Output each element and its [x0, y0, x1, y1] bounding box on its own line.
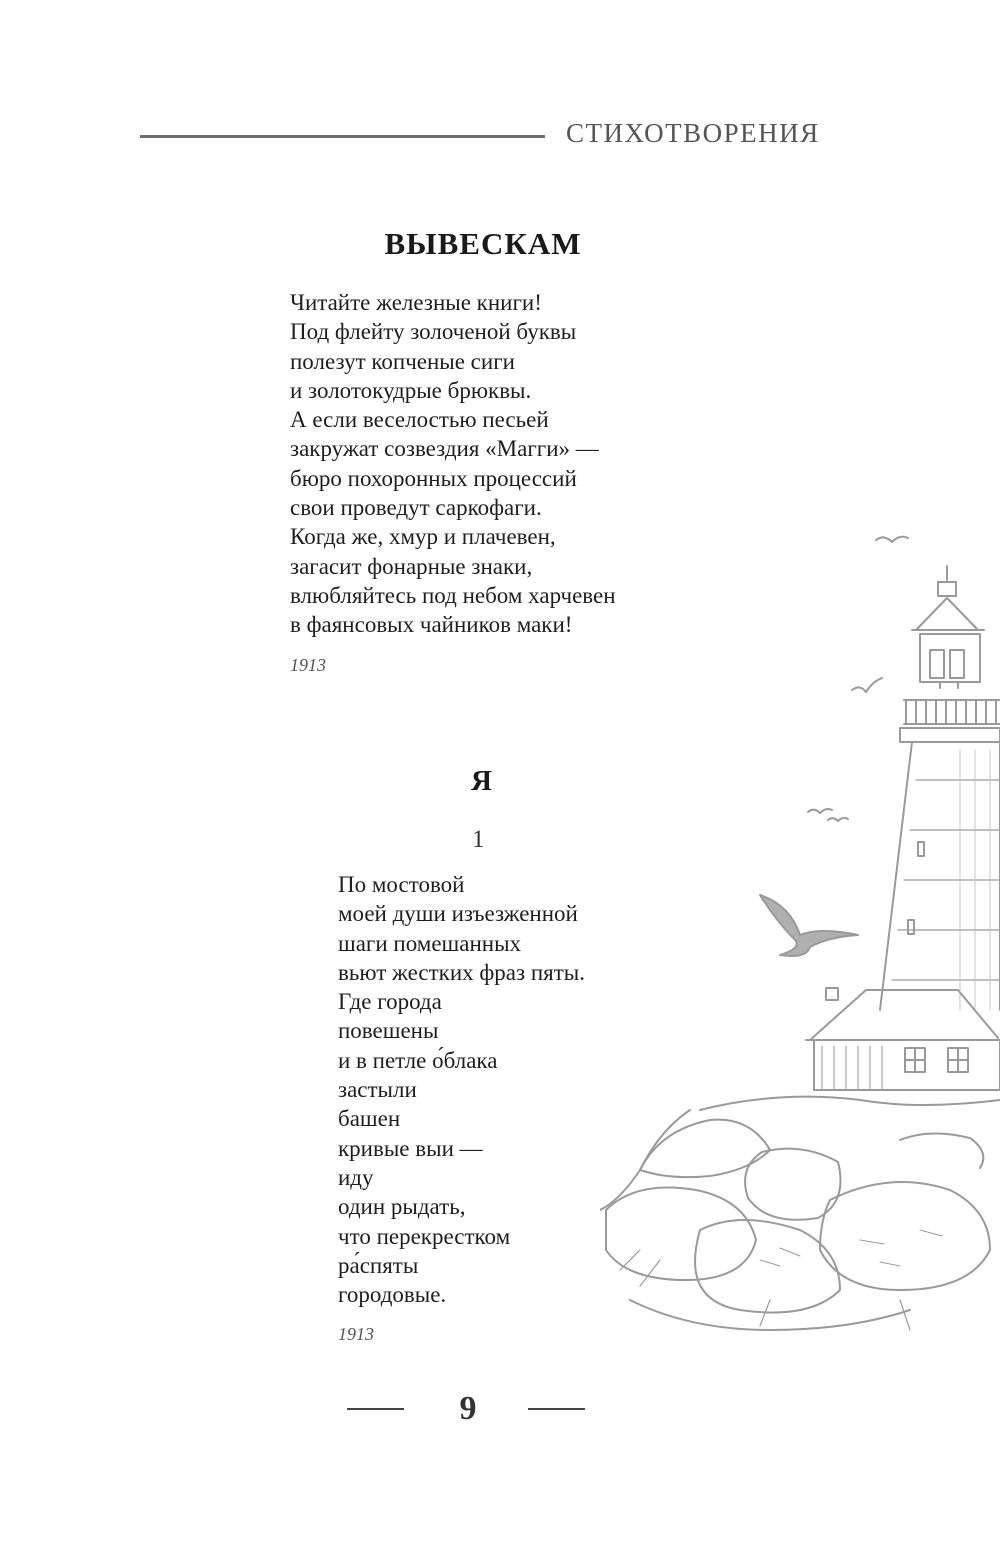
poem-line: Читайте железные книги!	[290, 290, 542, 315]
lighthouse-illustration	[600, 520, 1000, 1350]
poem-line: в фаянсовых чайников маки!	[290, 612, 573, 638]
poem-line: полезут копченые сиги	[290, 348, 515, 374]
poem-line: закружат созвездия «Магги» —	[290, 436, 599, 462]
poem-line: Под флейту золоченой буквы	[290, 319, 577, 345]
poem-line: Когда же, хмур и плачевен,	[290, 524, 556, 550]
poem-line: кривые выи —	[338, 1135, 483, 1161]
poem-date: 1913	[338, 1324, 374, 1344]
poem-line: влюбляйтесь под небом харчевен	[290, 582, 616, 608]
poem-line: один рыдать,	[338, 1194, 466, 1220]
bird-icon	[808, 809, 832, 813]
folio-rule-left	[347, 1408, 404, 1410]
poem-line: моей души изъезженной	[338, 901, 578, 927]
poem-line: бюро похоронных процессий	[290, 465, 577, 491]
poem-body	[290, 288, 616, 640]
bird-icon	[760, 895, 858, 956]
poem-line: башен	[338, 1106, 401, 1132]
poem-line: и в петле о́блака	[338, 1047, 498, 1073]
poem-line: повешены	[338, 1018, 439, 1044]
poem-line: что перекрестком	[338, 1223, 511, 1249]
poem-line: Где города	[338, 989, 442, 1015]
poem-body	[338, 870, 585, 1309]
bird-icon	[876, 537, 908, 542]
poem-line: свои проведут саркофаги.	[290, 495, 542, 521]
poem-title: ВЫВЕСКАМ	[384, 226, 582, 261]
part-number: 1	[472, 826, 485, 853]
bird-icon	[852, 678, 882, 692]
poem-line: вьют жестких фраз пяты.	[338, 959, 585, 985]
poem-line: городовые.	[338, 1282, 447, 1308]
bird-icon	[828, 818, 848, 821]
running-header: СТИХОТВОРЕНИЯ	[566, 118, 820, 148]
poem-line: шаги помешанных	[338, 930, 522, 956]
poem-line: застыли	[338, 1077, 417, 1103]
poem-line: загасит фонарные знаки,	[290, 553, 533, 579]
folio-rule-right	[528, 1408, 585, 1410]
poem-line: ра́спяты	[338, 1252, 419, 1278]
poem-line: и золотокудрые брюквы.	[290, 377, 532, 403]
poem-date: 1913	[290, 655, 326, 675]
poem-title: Я	[471, 765, 493, 797]
header-rule	[140, 135, 545, 138]
page-number: 9	[459, 1390, 477, 1427]
poem-line: иду	[338, 1164, 374, 1190]
poem-line: А если веселостью песьей	[290, 407, 549, 433]
poem-line: По мостовой	[338, 872, 465, 897]
